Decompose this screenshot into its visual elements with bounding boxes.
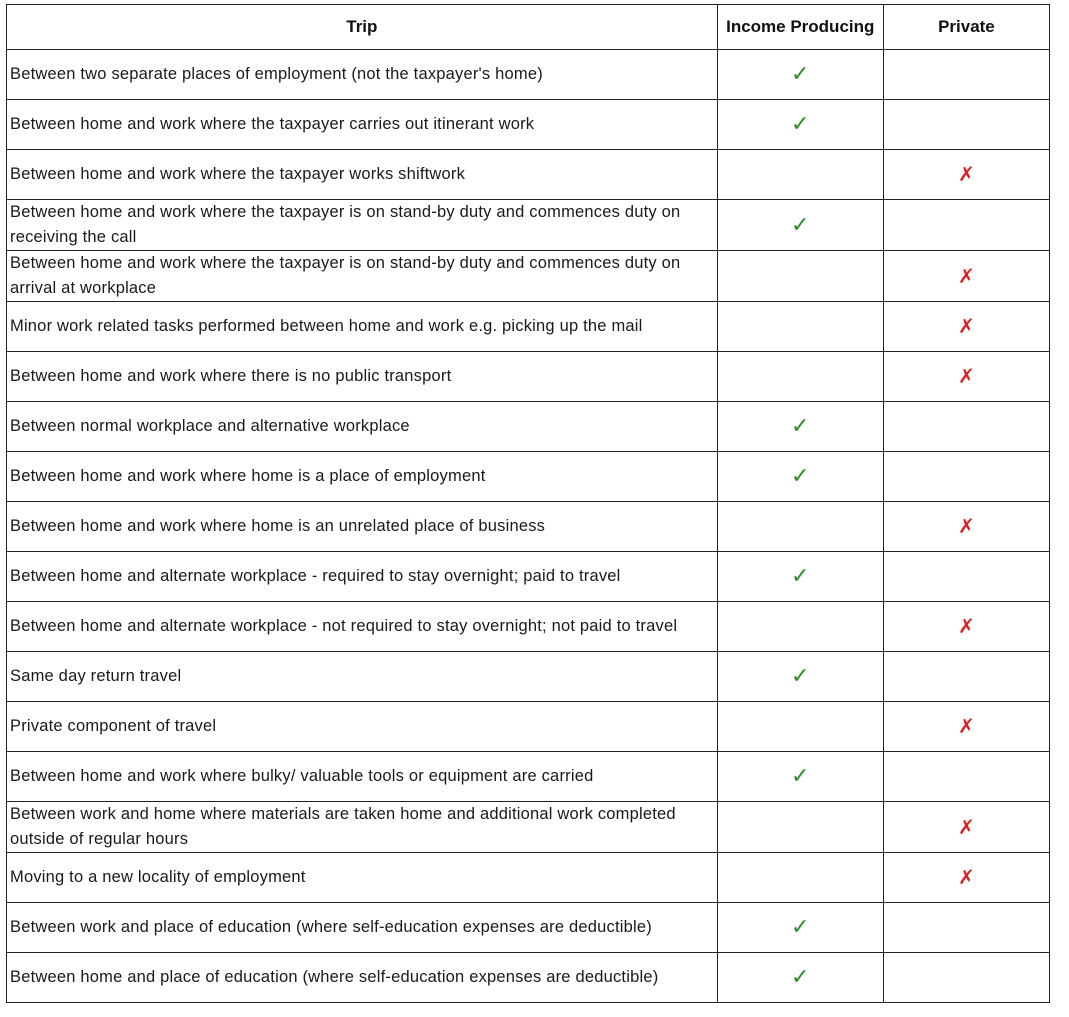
income-producing-cell [717,652,883,702]
income-producing-cell [717,50,883,100]
private-cell [883,652,1049,702]
trip-cell [7,402,718,452]
trip-description: Between home and work where there is no public transport [10,367,452,385]
trip-cell [7,352,718,402]
trip-description: Between work and place of education (where self-education expenses are deductible) [10,918,652,936]
table-row [7,602,1050,652]
trip-cell [7,251,718,302]
trip-cell [7,802,718,853]
private-cell [883,402,1049,452]
check-mark-icon: ✓ [791,564,810,589]
trip-description: Between home and alternate workplace - not required to stay overnight; not paid to travel [10,617,678,635]
check-mark-icon: ✓ [791,764,810,789]
income-producing-cell [717,502,883,552]
income-producing-cell [717,903,883,953]
trip-description: Between home and work where home is a place of employment [10,467,486,485]
trip-cell [7,200,718,251]
trip-cell [7,953,718,1003]
income-producing-cell [717,352,883,402]
trip-cell [7,853,718,903]
trip-classification-table [6,4,1050,1003]
table-row [7,853,1050,903]
cross-mark-icon: ✗ [958,614,975,638]
income-producing-cell [717,602,883,652]
trip-cell [7,502,718,552]
private-cell [883,502,1049,552]
trip-description: Between home and work where home is an unrelated place of business [10,517,546,535]
trip-cell [7,452,718,502]
private-cell [883,150,1049,200]
table-row [7,903,1050,953]
trip-cell [7,552,718,602]
trip-cell [7,903,718,953]
trip-description: Moving to a new locality of employment [10,868,306,886]
private-cell [883,100,1049,150]
trip-description: Between home and work where the taxpayer is on stand-by duty and commences duty on arrival at workplace [10,254,681,297]
table-row [7,552,1050,602]
table-row [7,200,1050,251]
cross-mark-icon: ✗ [958,714,975,738]
trip-cell [7,100,718,150]
trip-cell [7,652,718,702]
private-cell [883,452,1049,502]
income-producing-cell [717,752,883,802]
income-producing-cell [717,953,883,1003]
table-row [7,251,1050,302]
header-row [7,5,1050,50]
cross-mark-icon: ✗ [958,514,975,538]
trip-description: Between home and work where the taxpayer carries out itinerant work [10,115,535,133]
income-producing-cell [717,702,883,752]
private-cell [883,752,1049,802]
check-mark-icon: ✓ [791,464,810,489]
private-cell [883,702,1049,752]
trip-description: Between work and home where materials are taken home and additional work completed outside of regular hours [10,805,676,848]
cross-mark-icon: ✗ [958,263,975,288]
private-cell [883,853,1049,903]
check-mark-icon: ✓ [791,112,810,137]
trip-description: Same day return travel [10,667,182,685]
table-row [7,402,1050,452]
trip-cell [7,302,718,352]
check-mark-icon: ✓ [791,965,810,990]
income-producing-cell [717,150,883,200]
income-producing-cell [717,402,883,452]
check-mark-icon: ✓ [791,664,810,689]
table-row [7,452,1050,502]
cross-mark-icon: ✗ [958,364,975,388]
table-row [7,953,1050,1003]
header-trip: Trip [7,5,718,50]
header-income-producing: Income Producing [717,5,883,50]
private-cell [883,50,1049,100]
cross-mark-icon: ✗ [958,162,975,186]
trip-cell [7,150,718,200]
private-cell [883,251,1049,302]
income-producing-cell [717,302,883,352]
table-row [7,50,1050,100]
table-row [7,752,1050,802]
table-row [7,352,1050,402]
cross-mark-icon: ✗ [958,314,975,338]
table-row [7,502,1050,552]
private-cell [883,903,1049,953]
trip-description: Between home and work where the taxpayer is on stand-by duty and commences duty on receiving the call [10,203,681,246]
trip-cell [7,702,718,752]
income-producing-cell [717,251,883,302]
table-row [7,652,1050,702]
private-cell [883,200,1049,251]
income-producing-cell [717,853,883,903]
table-row [7,100,1050,150]
check-mark-icon: ✓ [791,915,810,940]
income-producing-cell [717,802,883,853]
income-producing-cell [717,200,883,251]
trip-description: Private component of travel [10,717,217,735]
check-mark-icon: ✓ [791,212,810,238]
income-producing-cell [717,452,883,502]
trip-description: Between normal workplace and alternative workplace [10,417,410,435]
header-private: Private [883,5,1049,50]
table-row [7,802,1050,853]
table-row [7,702,1050,752]
trip-cell [7,50,718,100]
trip-description: Between home and alternate workplace - required to stay overnight; paid to travel [10,567,621,585]
trip-description: Between home and work where the taxpayer works shiftwork [10,165,466,183]
private-cell [883,953,1049,1003]
table-row [7,150,1050,200]
table-row [7,302,1050,352]
private-cell [883,352,1049,402]
check-mark-icon: ✓ [791,62,810,87]
private-cell [883,802,1049,853]
trip-cell [7,602,718,652]
trip-description: Between home and place of education (where self-education expenses are deductible) [10,968,659,986]
table-body [7,50,1050,1003]
income-producing-cell [717,100,883,150]
income-producing-cell [717,552,883,602]
cross-mark-icon: ✗ [958,865,975,889]
trip-description: Minor work related tasks performed between home and work e.g. picking up the mail [10,317,643,335]
private-cell [883,302,1049,352]
trip-description: Between two separate places of employment (not the taxpayer's home) [10,65,543,83]
cross-mark-icon: ✗ [958,814,975,839]
check-mark-icon: ✓ [791,414,810,439]
private-cell [883,552,1049,602]
private-cell [883,602,1049,652]
trip-cell [7,752,718,802]
trip-description: Between home and work where bulky/ valuable tools or equipment are carried [10,767,594,785]
